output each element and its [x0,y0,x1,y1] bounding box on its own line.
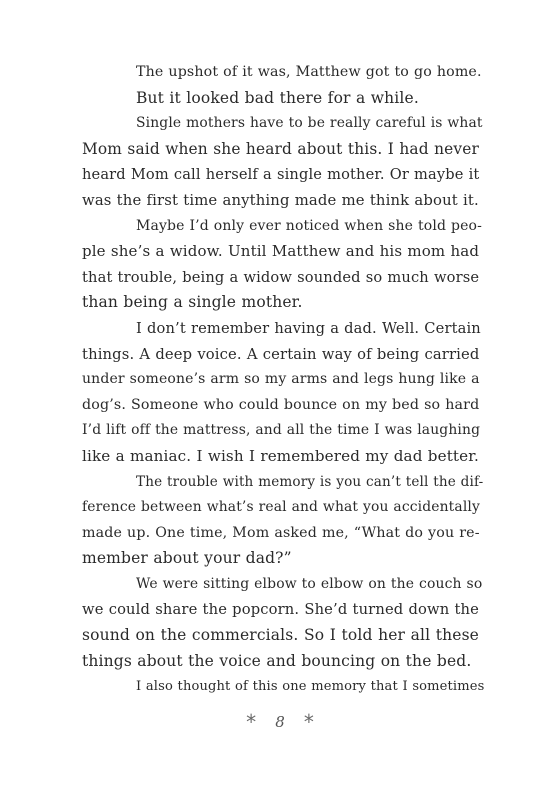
paragraph [82,316,479,470]
page-number: 8 [275,713,285,731]
paragraph [82,60,482,86]
text-line: things about the voice and bouncing on the bed. [82,651,472,670]
text-line: was the first time anything made me think about it. [82,191,479,209]
paragraph [82,572,483,674]
text-line: We were sitting elbow to elbow on the couch so [136,575,483,592]
text-line: I don’t remember having a dad. Well. Certain [136,319,481,337]
text-line: dog’s. Someone who could bounce on my bed so hard [82,396,480,413]
left-asterisk-ornament: * [246,710,257,734]
text-line: sound on the commercials. So I told her all these [82,626,479,645]
body-text [82,60,485,700]
text-line: Mom said when she heard about this. I had never [82,139,479,158]
page-folio [0,710,560,734]
text-line: we could share the popcorn. She’d turned down the [82,601,479,619]
text-line: I also thought of this one memory that I sometimes [136,679,485,695]
paragraph [82,214,483,316]
paragraph [82,470,484,572]
right-asterisk-ornament: * [303,710,314,734]
paragraph [82,111,483,213]
text-line: made up. One time, Mom asked me, “What do you re- [82,524,480,541]
paragraph [82,86,479,112]
text-line: member about your dad?” [82,549,292,568]
text-line: The upshot of it was, Matthew got to go home. [136,64,482,80]
text-line: Single mothers have to be really careful is what [136,115,483,132]
text-line: that trouble, being a widow sounded so much worse [82,268,480,286]
text-line: The trouble with memory is you can’t tell the dif- [136,473,484,490]
text-line: Maybe I’d only ever noticed when she told peo- [136,217,483,234]
text-line: like a maniac. I wish I remembered my dad better. [82,446,479,465]
text-line: I’d lift off the mattress, and all the time I was laughing [82,422,481,439]
text-line: under someone’s arm so my arms and legs hung like a [82,371,480,388]
text-line: ple she’s a widow. Until Matthew and his mom had [82,242,480,261]
paragraph [82,674,485,700]
text-line: than being a single mother. [82,293,303,312]
text-line: But it looked bad there for a while. [136,88,419,107]
text-line: things. A deep voice. A certain way of being carried [82,345,480,363]
text-line: ference between what’s real and what you accidentally [82,499,480,516]
text-line: heard Mom call herself a single mother. Or maybe it [82,166,480,184]
